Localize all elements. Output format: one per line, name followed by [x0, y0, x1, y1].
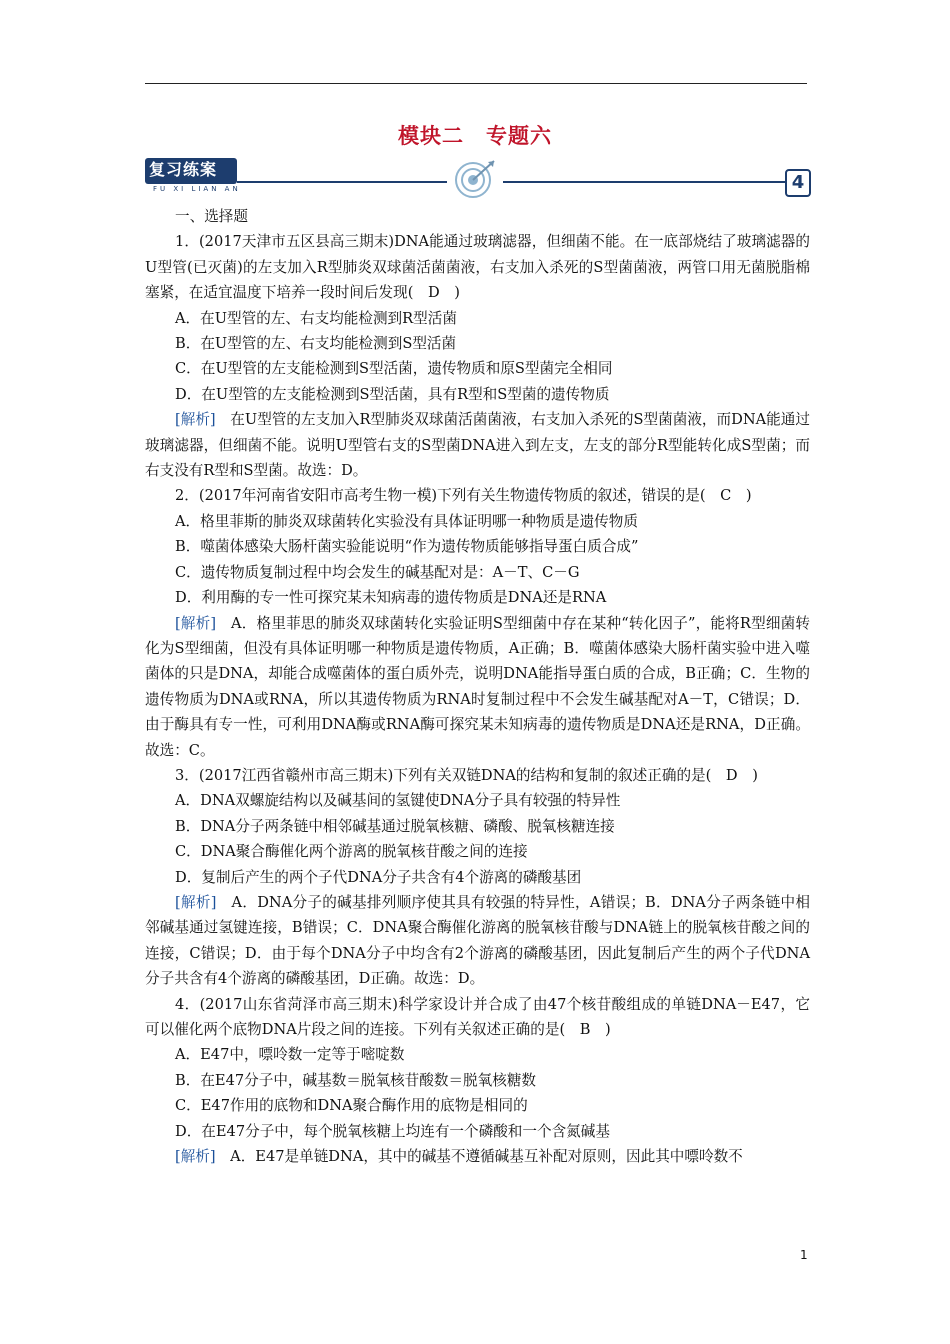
banner-pinyin: FU XI LIAN AN [153, 185, 241, 193]
question-1-stem: 1．(2017天津市五区县高三期末)DNA能通过玻璃滤器，但细菌不能。在一底部烧结了玻璃滤器的U型管(已灭菌)的左支加入R型肺炎双球菌活菌菌液，右支加入杀死的S型菌菌液，两管口用无菌脱脂棉塞紧，在适宜温度下培养一段时间后发现( D ) [145, 233, 810, 302]
question-3-analysis [145, 890, 810, 992]
analysis-text: A．DNA分子的碱基排列顺序使其具有较强的特异性，A错误；B．DNA分子两条链中相邻碱基通过氢键连接，B错误；C．DNA聚合酶催化游离的脱氧核苷酸与DNA链上的脱氧核苷酸之间的连接，C错误；D．由于每个DNA分子中均含有2个游离的磷酸基团，因此复制后产生的两个子代DNA分子共含有4个游离的磷酸基团，D正确。故选：D。 [145, 893, 810, 988]
question-2-option-a: A．格里菲斯的肺炎双球菌转化实验没有具体证明哪一种物质是遗传物质 [175, 512, 638, 530]
question-3-option-d: D．复制后产生的两个子代DNA分子共含有4个游离的磷酸基团 [175, 868, 582, 886]
question-1-option-d: D．在U型管的左支能检测到S型活菌，具有R型和S型菌的遗传物质 [175, 385, 610, 403]
question-2-option-b: B．噬菌体感染大肠杆菌实验能说明“作为遗传物质能够指导蛋白质合成” [175, 538, 639, 556]
analysis-label: [解析] [175, 893, 217, 911]
question-1-option-b: B．在U型管的左、右支均能检测到S型活菌 [175, 335, 457, 353]
target-icon [450, 156, 500, 200]
question-3-option-b: B．DNA分子两条链中相邻碱基通过脱氧核糖、磷酸、脱氧核糖连接 [175, 817, 615, 835]
analysis-label: [解析] [175, 1148, 216, 1166]
analysis-text: A．格里菲思的肺炎双球菌转化实验证明S型细菌中存在某种“转化因子”，能将R型细菌转化为S型细菌，但没有具体证明哪一种物质是遗传物质，A正确；B．噬菌体感染大肠杆菌实验中进入噬菌体的只是DNA，却能合成噬菌体的蛋白质外壳，说明DNA能指导蛋白质的合成，B正确；C．生物的遗传物质为DNA或RNA，所以其遗传物质为RNA时复制过程中不会发生碱基配对A－T，C错误；D．由于酶具有专一性，可利用DNA酶或RNA酶可探究某未知病毒的遗传物质是DNA还是RNA，D正确。故选：C。 [145, 614, 810, 759]
question-4-stem: 4．(2017山东省菏泽市高三期末)科学家设计并合成了由47个核苷酸组成的单链DNA－E47，它可以催化两个底物DNA片段之间的连接。下列有关叙述正确的是( B ) [145, 995, 810, 1038]
header-rule [145, 83, 807, 84]
banner-line-right [503, 181, 785, 183]
section-heading: 一、选择题 [175, 208, 248, 225]
banner-number: 4 [785, 169, 811, 197]
question-2-option-c: C．遗传物质复制过程中均会发生的碱基配对是：A－T、C－G [175, 563, 580, 581]
question-3-stem: 3．(2017江西省赣州市高三期末)下列有关双链DNA的结构和复制的叙述正确的是( D ) [175, 766, 758, 784]
question-2-stem: 2．(2017年河南省安阳市高考生物一模)下列有关生物遗传物质的叙述，错误的是( C ) [175, 487, 752, 505]
page-title: 模块二 专题六 [398, 124, 552, 148]
analysis-label: [解析] [175, 411, 216, 429]
question-4-option-c: C．E47作用的底物和DNA聚合酶作用的底物是相同的 [175, 1097, 528, 1115]
analysis-text: 在U型管的左支加入R型肺炎双球菌活菌菌液，右支加入杀死的S型菌菌液，而DNA能通过玻璃滤器，但细菌不能。说明U型管右支的S型菌DNA进入到左支，左支的部分R型能转化成S型菌；而右支没有R型和S型菌。故选：D。 [145, 411, 810, 480]
analysis-label: [解析] [175, 614, 217, 632]
banner-label: 复习练案 [149, 160, 218, 179]
analysis-text: A．E47是单链DNA，其中的碱基不遵循碱基互补配对原则，因此其中嘌呤数不 [215, 1148, 743, 1166]
question-4-option-a: A．E47中，嘌呤数一定等于嘧啶数 [175, 1046, 405, 1064]
question-4-option-b: B．在E47分子中，碱基数＝脱氧核苷酸数＝脱氧核糖数 [175, 1071, 537, 1089]
question-3-option-a: A．DNA双螺旋结构以及碱基间的氢键使DNA分子具有较强的特异性 [175, 792, 621, 810]
question-4-option-d: D．在E47分子中，每个脱氧核糖上均连有一个磷酸和一个含氮碱基 [175, 1122, 610, 1140]
content [145, 204, 810, 1169]
question-4-analysis [145, 1144, 810, 1169]
question-1-option-a: A．在U型管的左、右支均能检测到R型活菌 [175, 309, 457, 327]
question-3-option-c: C．DNA聚合酶催化两个游离的脱氧核苷酸之间的连接 [175, 843, 528, 861]
page-number: 1 [800, 1248, 808, 1262]
banner-line-left [237, 181, 447, 183]
question-2-analysis [145, 611, 810, 763]
section-banner [145, 156, 809, 200]
question-1-analysis [145, 407, 810, 483]
question-1-option-c: C．在U型管的左支能检测到S型活菌，遗传物质和原S型菌完全相同 [175, 360, 613, 378]
question-2-option-d: D．利用酶的专一性可探究某未知病毒的遗传物质是DNA还是RNA [175, 589, 607, 607]
